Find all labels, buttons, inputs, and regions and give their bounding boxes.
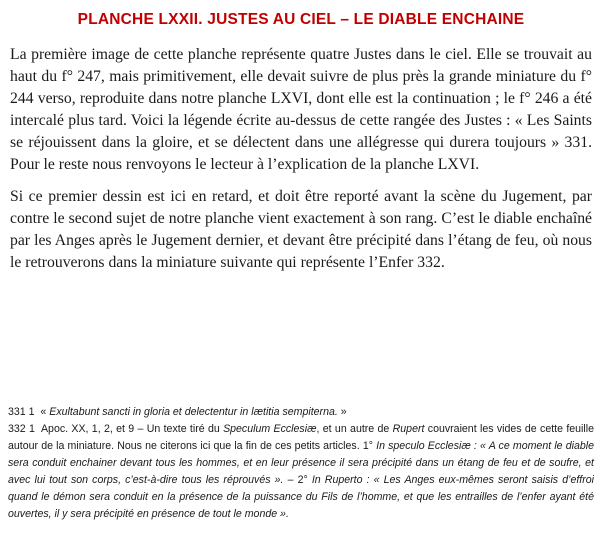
footnote-332: 332 1 Apoc. XX, 1, 2, et 9 – Un texte tiré du Speculum Ecclesiæ, et un autre de Rupert couvraient les vides de cette feuille autour de la miniature. Nous ne citerons ici que la fin de ces petits articles. 1° In speculo Ecclesiæ : « A ce moment le diable sera conduit enchainer devant tous les hommes, et en leur présence il sera précipité dans un étang de feu et de soufre, et avec lui tout son corps, c’est-à-dire tous les réprouvés ». – 2° In Ruperto : « Les Anges eux-mêmes seront saisis d’effroi quand le démon sera conduit en la présence de la puissance du Fils de l’homme, et que les entrailles de l’enfer ayant été ouvertes, il y sera précipité en présence de tout le monde ». bbox=[8, 423, 594, 520]
page-title: PLANCHE LXXII. JUSTES AU CIEL – LE DIABLE ENCHAINE bbox=[77, 11, 525, 28]
footnote-331: 331 1 « Exultabunt sancti in gloria et delectentur in lætitia sempiterna. » bbox=[8, 406, 347, 418]
footnote-331-quote: Exultabunt sancti in gloria et delectentur in lætitia sempiterna. bbox=[49, 406, 338, 418]
footnote-331-number: 331 1 bbox=[8, 406, 35, 418]
footnotes bbox=[8, 404, 594, 523]
paragraph-2: Si ce premier dessin est ici en retard, et doit être reporté avant la scène du Jugement, par contre le second sujet de notre planche vient exactement à son rang. C’est le diable enchaîné par les Anges après le Jugement dernier, et devant être précipité dans l’étang de feu, où nous le retrouverons dans la miniature suivante qui représente l’Enfer 332. bbox=[10, 188, 592, 271]
footnote-332-number: 332 1 bbox=[8, 423, 35, 435]
paragraph-1: La première image de cette planche représente quatre Justes dans le ciel. Elle se trouvait au haut du f° 247, mais primitivement, elle devait suivre de plus près la grande miniature du f° 244 verso, reproduite dans notre planche LXVI, dont elle est la continuation ; le f° 246 a été intercalé plus tard. Voici la légende écrite au-dessus de cette rangée des Justes : « Les Saints se réjouissent dans la gloire, et se délectent dans une allégresse qui durera toujours » 331. Pour le reste nous renvoyons le lecteur à l’explication de la planche LXVI. bbox=[10, 46, 592, 173]
